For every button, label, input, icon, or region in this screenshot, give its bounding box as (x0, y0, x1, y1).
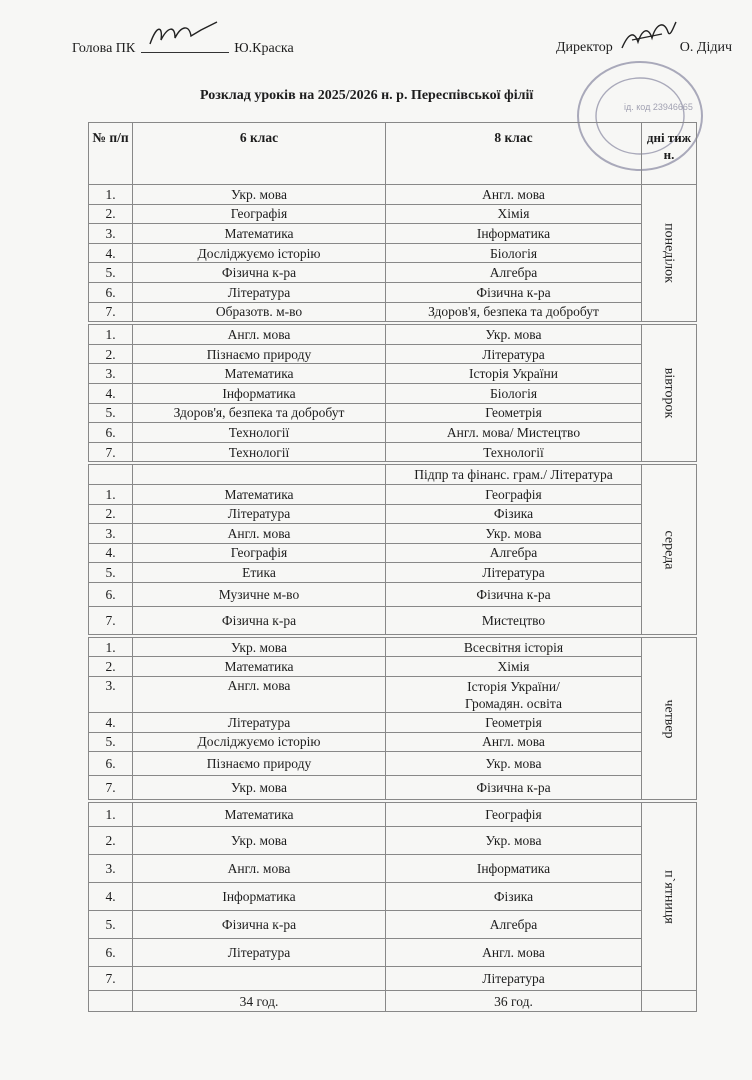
lesson-class8: Англ. мова/ Мистецтво (386, 423, 642, 443)
lesson-class8: Здоров'я, безпека та добробут (386, 302, 642, 322)
lesson-number: 2. (89, 344, 133, 364)
table-row (89, 563, 697, 583)
lesson-class6: Укр. мова (133, 185, 386, 205)
table-row (89, 637, 697, 657)
lesson-class6: Література (133, 504, 386, 524)
lesson-number: 6. (89, 582, 133, 606)
lesson-class6: Укр. мова (133, 827, 386, 855)
table-row (89, 423, 697, 443)
total-class8: 36 год. (386, 991, 642, 1012)
lesson-class8: Алгебра (386, 263, 642, 283)
lesson-class8: Інформатика (386, 224, 642, 244)
table-row (89, 243, 697, 263)
lesson-class8: Фізика (386, 504, 642, 524)
day-name: понеділок (661, 223, 677, 283)
lesson-class8: Англ. мова (386, 732, 642, 752)
director-name: О. Дідич (679, 40, 732, 55)
lesson-number: 7. (89, 606, 133, 634)
table-row (89, 442, 697, 462)
lesson-number: 7. (89, 302, 133, 322)
lesson-class8: Підпр та фінанс. грам./ Література (386, 465, 642, 485)
lesson-class8: Мистецтво (386, 606, 642, 634)
lesson-number: 4. (89, 543, 133, 563)
committee-head-label: Голова ПК (72, 41, 136, 56)
lesson-class6: Пізнаємо природу (133, 752, 386, 776)
day-name: середа (661, 530, 677, 570)
lesson-class8-line2: Громадян. освіта (465, 695, 562, 711)
column-header-class6: 6 клас (133, 123, 386, 185)
lesson-number: 1. (89, 325, 133, 345)
day-cell-monday (642, 185, 697, 322)
lesson-number (89, 465, 133, 485)
table-row (89, 204, 697, 224)
lesson-class8: Фізична к-ра (386, 282, 642, 302)
lesson-class8: Укр. мова (386, 524, 642, 544)
table-row (89, 543, 697, 563)
lesson-class8 (386, 677, 642, 713)
lesson-class6: Географія (133, 204, 386, 224)
lesson-class6: Англ. мова (133, 325, 386, 345)
lesson-class6: Фізична к-ра (133, 606, 386, 634)
signature-line (141, 38, 229, 53)
lesson-class8: Алгебра (386, 911, 642, 939)
lesson-number: 1. (89, 637, 133, 657)
day-name: вівторок (661, 367, 677, 419)
lesson-class6 (133, 465, 386, 485)
lesson-number: 3. (89, 855, 133, 883)
lesson-class8: Алгебра (386, 543, 642, 563)
lesson-class8: Геометрія (386, 713, 642, 733)
lesson-class6: Англ. мова (133, 677, 386, 713)
lesson-number: 5. (89, 911, 133, 939)
table-row (89, 484, 697, 504)
document-title: Розклад уроків на 2025/2026 н. р. Переспівської філії (200, 88, 534, 103)
lesson-number: 6. (89, 752, 133, 776)
table-row (89, 224, 697, 244)
lesson-class6: Література (133, 282, 386, 302)
lesson-class6: Здоров'я, безпека та добробут (133, 403, 386, 423)
totals-row (89, 991, 697, 1012)
lesson-number: 1. (89, 185, 133, 205)
lesson-class6: Англ. мова (133, 524, 386, 544)
column-header-day: дні тиж н. (642, 123, 697, 185)
lesson-class8: Укр. мова (386, 827, 642, 855)
table-row (89, 883, 697, 911)
lesson-class8-line1: Історія України/ (467, 678, 560, 694)
lesson-number: 6. (89, 939, 133, 967)
lesson-class8: Фізична к-ра (386, 776, 642, 800)
table-row (89, 504, 697, 524)
lesson-number: 3. (89, 364, 133, 384)
lesson-class8: Біологія (386, 243, 642, 263)
lesson-class6: Математика (133, 224, 386, 244)
table-row (89, 776, 697, 800)
table-row (89, 383, 697, 403)
lesson-number: 3. (89, 677, 133, 713)
lesson-class6: Географія (133, 543, 386, 563)
table-header-row (89, 123, 697, 185)
lesson-class6: Фізична к-ра (133, 263, 386, 283)
day-name: четвер (661, 699, 677, 739)
committee-head-name: Ю.Краска (234, 41, 294, 56)
lesson-class6: Музичне м-во (133, 582, 386, 606)
lesson-number: 2. (89, 827, 133, 855)
day-cell-wednesday (642, 465, 697, 635)
lesson-number: 2. (89, 504, 133, 524)
schedule-table (88, 122, 697, 1012)
lesson-class6: Образотв. м-во (133, 302, 386, 322)
lesson-class6: Математика (133, 657, 386, 677)
lesson-number: 2. (89, 657, 133, 677)
lesson-class8: Література (386, 967, 642, 991)
table-row (89, 713, 697, 733)
lesson-number: 4. (89, 243, 133, 263)
lesson-class8: Література (386, 344, 642, 364)
stamp-code: ід. код 23946665 (624, 102, 693, 112)
lesson-class8: Література (386, 563, 642, 583)
table-row (89, 465, 697, 485)
day-cell-thursday (642, 637, 697, 799)
table-row (89, 911, 697, 939)
lesson-class8: Хімія (386, 204, 642, 224)
lesson-number: 6. (89, 282, 133, 302)
table-row (89, 967, 697, 991)
director-signature (556, 38, 732, 56)
day-cell-friday (642, 803, 697, 991)
lesson-class8: Географія (386, 803, 642, 827)
lesson-class8: Укр. мова (386, 325, 642, 345)
table-row (89, 803, 697, 827)
lesson-class8: Англ. мова (386, 939, 642, 967)
column-header-number: № п/п (89, 123, 133, 185)
lesson-class8: Фізична к-ра (386, 582, 642, 606)
lesson-number: 1. (89, 803, 133, 827)
lesson-number: 4. (89, 713, 133, 733)
table-row (89, 524, 697, 544)
day-name: п`ятниця (661, 869, 677, 924)
lesson-class8: Географія (386, 484, 642, 504)
lesson-number: 1. (89, 484, 133, 504)
lesson-class6: Технології (133, 442, 386, 462)
lesson-class6: Досліджуємо історію (133, 732, 386, 752)
lesson-number: 3. (89, 524, 133, 544)
lesson-class6: Інформатика (133, 883, 386, 911)
committee-head-signature (72, 38, 294, 57)
table-row (89, 263, 697, 283)
handwritten-signature-icon (618, 20, 678, 54)
director-label: Директор (555, 40, 613, 55)
lesson-class6: Досліджуємо історію (133, 243, 386, 263)
table-row (89, 752, 697, 776)
table-row (89, 325, 697, 345)
lesson-class8: Фізика (386, 883, 642, 911)
lesson-number: 2. (89, 204, 133, 224)
lesson-class8: Інформатика (386, 855, 642, 883)
table-row (89, 282, 697, 302)
lesson-class6: Математика (133, 484, 386, 504)
lesson-class8: Технології (386, 442, 642, 462)
lesson-class6: Укр. мова (133, 637, 386, 657)
table-row (89, 606, 697, 634)
lesson-class6: Інформатика (133, 383, 386, 403)
lesson-class6: Етика (133, 563, 386, 583)
lesson-class6: Література (133, 713, 386, 733)
lesson-class8: Хімія (386, 657, 642, 677)
handwritten-signature-icon (145, 20, 225, 50)
day-cell-tuesday (642, 325, 697, 462)
lesson-number: 5. (89, 732, 133, 752)
lesson-class8: Історія України (386, 364, 642, 384)
director-signature-mark (616, 38, 676, 52)
lesson-class8: Укр. мова (386, 752, 642, 776)
lesson-number: 5. (89, 563, 133, 583)
lesson-number: 7. (89, 967, 133, 991)
lesson-class6: Математика (133, 364, 386, 384)
lesson-class6: Англ. мова (133, 855, 386, 883)
lesson-number: 3. (89, 224, 133, 244)
table-row (89, 939, 697, 967)
lesson-number: 7. (89, 442, 133, 462)
table-row (89, 855, 697, 883)
lesson-number: 4. (89, 883, 133, 911)
lesson-class6 (133, 967, 386, 991)
table-row (89, 403, 697, 423)
lesson-class8: Всесвітня історія (386, 637, 642, 657)
table-row (89, 364, 697, 384)
lesson-class8: Геометрія (386, 403, 642, 423)
column-header-class8: 8 клас (386, 123, 642, 185)
table-row (89, 732, 697, 752)
total-class6: 34 год. (133, 991, 386, 1012)
lesson-class6: Пізнаємо природу (133, 344, 386, 364)
lesson-class6: Література (133, 939, 386, 967)
lesson-class6: Математика (133, 803, 386, 827)
signature-header (72, 38, 732, 60)
lesson-number: 5. (89, 403, 133, 423)
lesson-number: 4. (89, 383, 133, 403)
lesson-class6: Фізична к-ра (133, 911, 386, 939)
table-row (89, 827, 697, 855)
table-row (89, 185, 697, 205)
lesson-number: 5. (89, 263, 133, 283)
lesson-class6: Технології (133, 423, 386, 443)
table-row (89, 344, 697, 364)
lesson-number: 7. (89, 776, 133, 800)
lesson-class8: Біологія (386, 383, 642, 403)
table-row (89, 302, 697, 322)
table-row (89, 582, 697, 606)
lesson-class6: Укр. мова (133, 776, 386, 800)
lesson-class8: Англ. мова (386, 185, 642, 205)
lesson-number: 6. (89, 423, 133, 443)
table-row (89, 677, 697, 713)
table-row (89, 657, 697, 677)
